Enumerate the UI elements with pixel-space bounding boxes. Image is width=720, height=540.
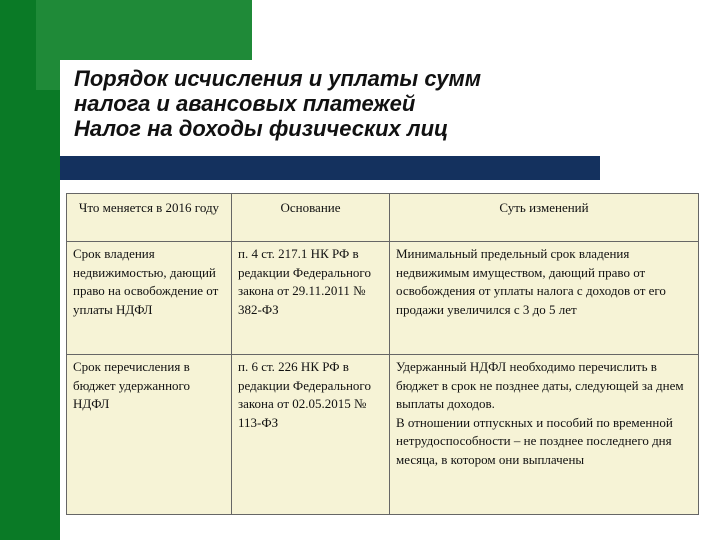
cell-what-changes: Срок перечисления в бюджет удержанного НДФЛ: [67, 355, 232, 515]
changes-table: [66, 193, 699, 515]
cell-basis: п. 4 ст. 217.1 НК РФ в редакции Федерального закона от 29.11.2011 № 382-ФЗ: [232, 242, 390, 355]
cell-what-changes: Срок владения недвижимостью, дающий право на освобождение от уплаты НДФЛ: [67, 242, 232, 355]
essence-paragraph: В отношении отпускных и пособий по временной нетрудоспособности – не позднее последнего дня месяца, в котором они выплачены: [396, 414, 673, 467]
table-header-row: [67, 194, 699, 242]
table-row: [67, 355, 699, 515]
title-line-2: налога и авансовых платежей: [74, 91, 416, 116]
title-line-1: Порядок исчисления и уплаты сумм: [74, 66, 482, 91]
essence-paragraph: Удержанный НДФЛ необходимо перечислить в бюджет в срок не позднее даты, следующей за днем выплаты доходов.: [396, 359, 684, 411]
slide-title: [60, 60, 660, 156]
table-row: [67, 242, 699, 355]
essence-paragraph: Минимальный предельный срок владения недвижимым имуществом, дающий право от освобождения от уплаты налога с доходов от его продажи увеличился с 3 до 5 лет: [396, 246, 666, 317]
title-line-3: Налог на доходы физических лиц: [74, 116, 449, 141]
header-essence: Суть изменений: [390, 194, 699, 242]
cell-basis: п. 6 ст. 226 НК РФ в редакции Федерального закона от 02.05.2015 № 113-ФЗ: [232, 355, 390, 515]
title-underline-bar: [60, 156, 600, 180]
cell-essence: [390, 355, 699, 515]
header-basis: Основание: [232, 194, 390, 242]
cell-essence: [390, 242, 699, 355]
header-what-changes: Что меняется в 2016 году: [67, 194, 232, 242]
